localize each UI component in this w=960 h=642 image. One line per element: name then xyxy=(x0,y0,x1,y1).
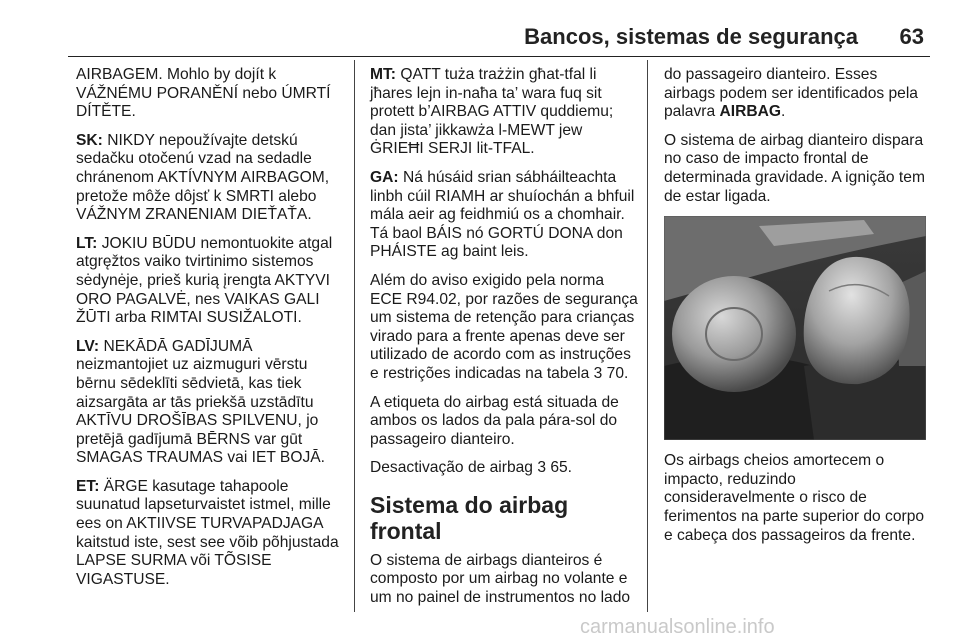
paragraph-airbag-label xyxy=(664,66,926,122)
column-divider xyxy=(647,60,648,612)
warning-text: QATT tuża trażżin għat-tfal li jħares lejn in-naħa ta’ wara fuq sit protett b’AIRBAG ATTIV quddiemu; dan jista’ jikkawża l-MEWT jew ĠRIEĦI SERJI lit-TFAL. xyxy=(370,66,614,158)
paragraph-etiqueta: A etiqueta do airbag está situada de ambos os lados da pala pára-sol do passageiro dianteiro. xyxy=(370,393,619,448)
section-paragraph: O sistema de airbags dianteiros é composto por um airbag no volante e um no painel de instrumentos no lado xyxy=(370,551,631,607)
column-divider xyxy=(354,60,355,612)
driver-airbag xyxy=(672,276,796,392)
warning-text: NIKDY nepoužívajte detskú sedačku otočenú vzad na sedadle chránenom AKTÍVNYM AIRBAGOM, pretože môže dôjsť k SMRTI alebo VÁŽNYM ZRANENIAM DIEŤAŤA. xyxy=(76,131,330,224)
page-reference-link[interactable]: 3 70. xyxy=(593,364,629,382)
paragraph-norma xyxy=(370,272,640,384)
warning-ga xyxy=(370,169,640,262)
warning-lt xyxy=(76,235,344,328)
warning-et xyxy=(76,478,344,590)
language-code: MT: xyxy=(370,66,396,83)
page-number: 63 xyxy=(899,24,924,49)
section-heading: Sistema do airbag frontal xyxy=(370,491,569,544)
airbag-deployment-photo xyxy=(664,216,926,440)
photo-caption: Os airbags cheios amortecem o impacto, reduzindo consideravelmente o risco de ferimentos na parte superior do corpo e cabeça dos passageiros da frente. xyxy=(664,452,925,544)
warning-lv xyxy=(76,338,344,468)
warning-text: Ná húsáid srian sábháilteachta linbh cúil RIAMH ar shuíochán a bhfuil mála aeir ag feidhmiú os a chomhair. Tá baol BÁIS nó GORTÚ DONA don PHÁISTE ag baint leis. xyxy=(370,168,635,261)
paragraph-text: do passageiro dianteiro. Esses airbags podem ser identificados pela palavra xyxy=(664,66,918,121)
language-code: LT: xyxy=(76,234,98,252)
paragraph-desactivacao xyxy=(370,459,640,478)
page-reference-link[interactable]: 3 65. xyxy=(537,459,572,477)
column-left xyxy=(76,66,344,599)
paragraph-punctuation: . xyxy=(781,103,786,121)
column-right xyxy=(664,66,926,555)
warning-text: JOKIU BŪDU nemontuokite atgal atgręžtos vaiko tvirtinimo sistemos sėdynėje, prieš kurią įrengta AKTYVI ORO PAGALVĖ, nes VAIKAS GALI ŽŪTI arba RIMTAI SUSIŽALOTI. xyxy=(76,234,333,327)
warning-mt xyxy=(370,66,640,159)
page-title: Bancos, sistemas de segurança xyxy=(524,24,858,49)
page-header xyxy=(68,20,930,57)
language-code: LV: xyxy=(76,337,100,355)
watermark: carmanualsonline.info xyxy=(580,616,775,638)
paragraph-text: Além do aviso exigido pela norma ECE R94.02, por razões de segurança um sistema de retenção para crianças virado para a frente apenas deve ser utilizado de acordo com as instruções e restrições indicadas na tabela xyxy=(370,271,638,382)
language-code: SK: xyxy=(76,131,103,149)
language-code: GA: xyxy=(370,168,399,186)
language-code: ET: xyxy=(76,477,100,495)
paragraph-airbag-trigger: O sistema de airbag dianteiro dispara no caso de impacto frontal de determinada gravidade. A ignição tem de estar ligada. xyxy=(664,131,925,205)
airbag-keyword: AIRBAG xyxy=(719,103,782,121)
warning-text: NEKĀDĀ GADĪJUMĀ neizmantojiet uz aizmuguri vērstu bērnu sēdeklīti sēdvietā, kas tiek aizsargāta ar tās priekšā uzstādītu AKTĪVU DROŠĪBAS SPILVENU, jo pretējā gadījumā BĒRNS var gūt SMAGAS TRAUMAS vai IET BOJĀ. xyxy=(76,337,325,467)
paragraph-text: Desactivação de airbag xyxy=(370,459,533,477)
warning-text: ÄRGE kasutage tahapoole suunatud lapseturvaistet istmel, mille ees on AKTIIVSE TURVAPADJAGA kaitstud iste, sest see võib põhjustada LAPSE SURMA või TÕSISE VIGASTUSE. xyxy=(76,477,339,588)
warning-continuation: AIRBAGEM. Mohlo by dojít k VÁŽNÉMU PORANĚNÍ nebo ÚMRTÍ DÍTĚTE. xyxy=(76,66,331,121)
warning-sk xyxy=(76,132,344,225)
column-middle xyxy=(370,66,640,618)
